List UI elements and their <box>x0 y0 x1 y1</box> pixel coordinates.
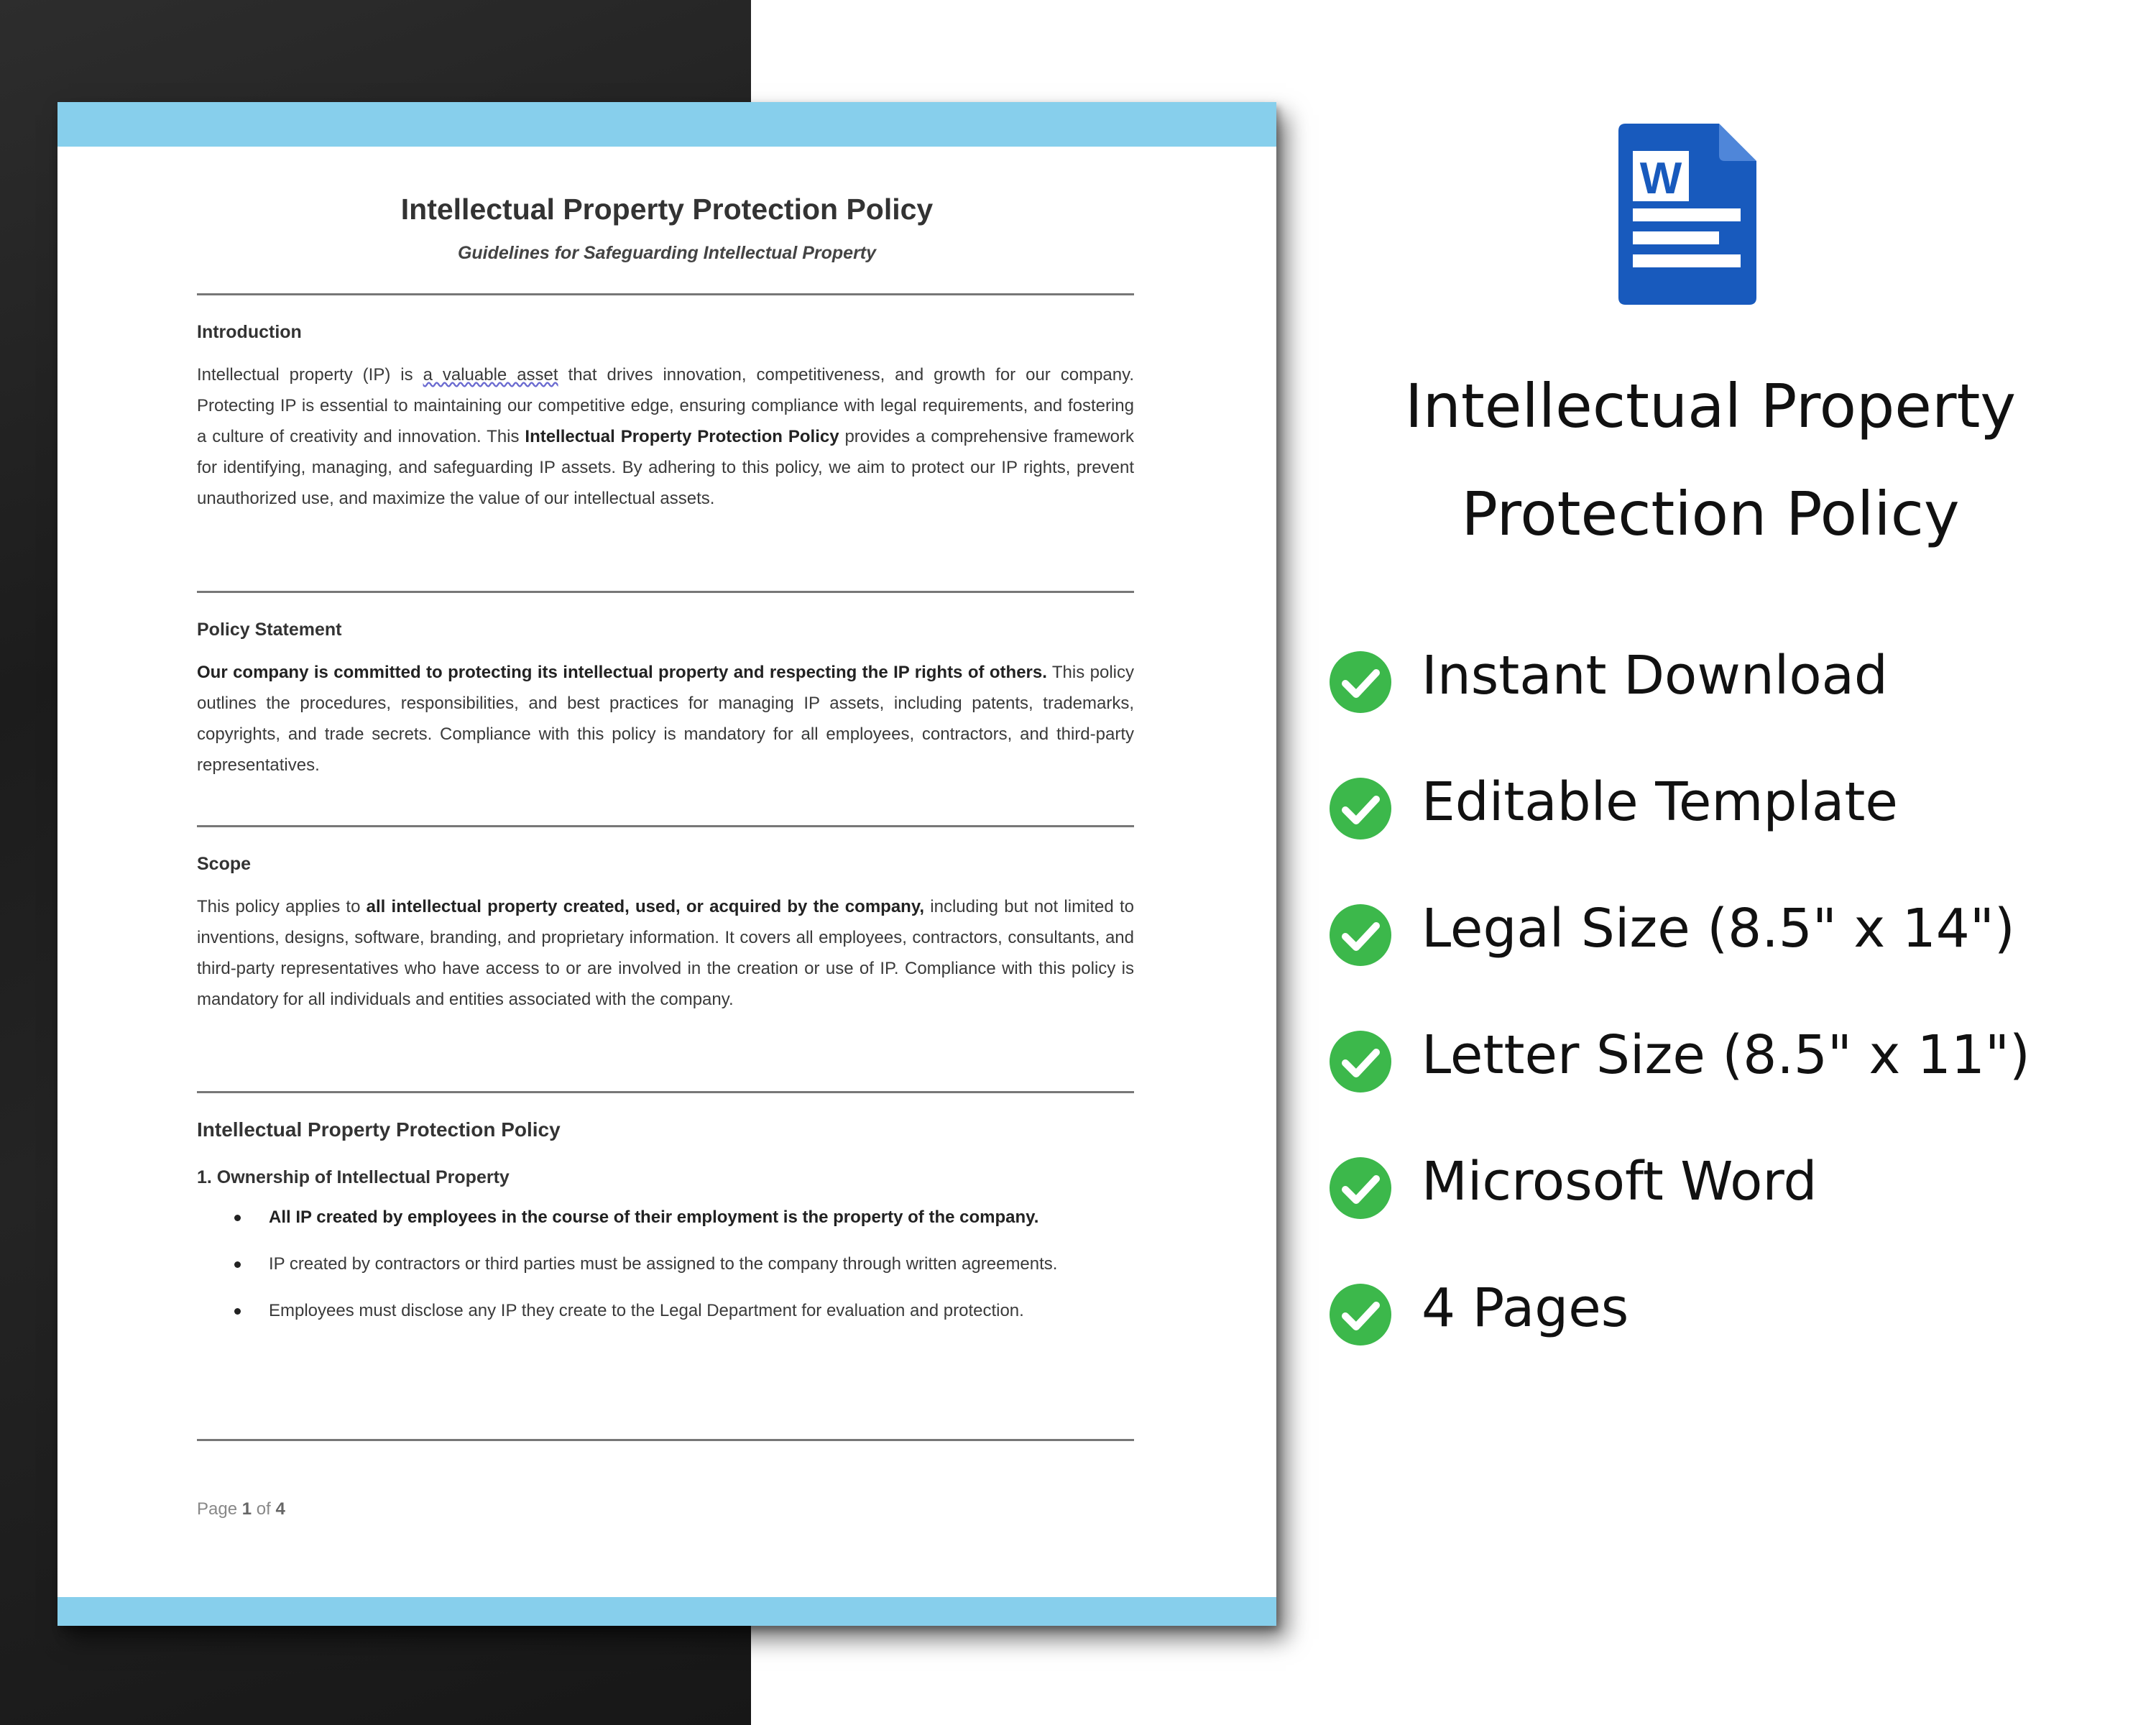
product-title-line1: Intellectual Property <box>1404 371 2017 441</box>
divider <box>197 591 1134 593</box>
feature-item <box>1330 893 2142 965</box>
feature-label: Legal Size (8.5" x 14") <box>1422 898 2015 960</box>
document-title: Intellectual Property Protection Policy <box>400 193 934 226</box>
microsoft-word-icon <box>1618 124 1756 305</box>
section-heading-introduction: Introduction <box>197 322 302 342</box>
subheading-ownership: 1. Ownership of Intellectual Property <box>197 1167 510 1187</box>
page-number: Page 1 of 4 <box>197 1499 285 1519</box>
feature-label: Editable Template <box>1422 771 1898 833</box>
list-item: All IP created by employees in the course of their employment is the property of the company. <box>197 1202 1095 1233</box>
check-icon <box>1330 904 1391 966</box>
divider <box>197 1439 1134 1441</box>
feature-item <box>1330 640 2142 712</box>
feature-label: 4 Pages <box>1422 1277 1629 1339</box>
check-icon <box>1330 1284 1391 1346</box>
divider <box>197 825 1134 827</box>
word-icon-letter: W <box>1639 154 1682 203</box>
check-icon <box>1330 1031 1391 1092</box>
product-title <box>1365 352 2055 568</box>
feature-item <box>1330 1146 2142 1218</box>
ownership-bullet-list <box>197 1202 1095 1326</box>
section-heading-ip-policy: Intellectual Property Protection Policy <box>197 1118 561 1141</box>
check-icon <box>1330 651 1391 713</box>
product-title-line2: Protection Policy <box>1461 479 1960 549</box>
feature-item <box>1330 1272 2142 1344</box>
section-heading-scope: Scope <box>197 854 252 874</box>
feature-label: Instant Download <box>1422 645 1888 707</box>
introduction-paragraph: Intellectual property (IP) is a valuable asset that drives innovation, competitiveness, and growth for our company. Protecting IP is essential to maintaining our competitive edge, ensuring compliance with legal requirements, and fostering a culture of creativity and innovation. This Intellectual Property Protection Policy provides a comprehensive framework for identifying, managing, and safeguarding IP assets. By adhering to this policy, we aim to protect our IP rights, prevent unauthorized use, and maximize the value of our intellectual assets. <box>197 365 1135 508</box>
scope-paragraph: This policy applies to all intellectual property created, used, or acquired by the company, including but not limited to inventions, designs, software, branding, and proprietary information. It covers all employees, contractors, consultants, and third-party representatives who have access to or are involved in the creation or use of IP. Compliance with this policy is mandatory for all individuals and entities associated with the company. <box>197 897 1134 1009</box>
feature-label: Microsoft Word <box>1422 1151 1818 1213</box>
check-icon <box>1330 778 1391 840</box>
list-item: IP created by contractors or third parties must be assigned to the company through written agreements. <box>197 1248 1095 1279</box>
list-item: Employees must disclose any IP they create to the Legal Department for evaluation and protection. <box>197 1295 1095 1326</box>
feature-item <box>1330 1019 2142 1091</box>
section-heading-policy-statement: Policy Statement <box>197 620 342 640</box>
policy-statement-paragraph: Our company is committed to protecting its intellectual property and respecting the IP rights of others. This policy outlines the procedures, responsibilities, and best practices for managing IP assets, including patents, trademarks, copyrights, and trade secrets. Compliance with this policy is mandatory for all employees, contractors, and third-party representatives. <box>197 663 1134 775</box>
feature-item <box>1330 766 2142 838</box>
divider <box>197 1091 1134 1093</box>
footer-band <box>57 1597 1276 1626</box>
divider <box>197 293 1134 295</box>
feature-label: Letter Size (8.5" x 11") <box>1422 1024 2030 1086</box>
document-subtitle: Guidelines for Safeguarding Intellectual Property <box>457 243 877 263</box>
document-page <box>57 102 1276 1626</box>
header-band <box>57 102 1276 147</box>
check-icon <box>1330 1157 1391 1219</box>
